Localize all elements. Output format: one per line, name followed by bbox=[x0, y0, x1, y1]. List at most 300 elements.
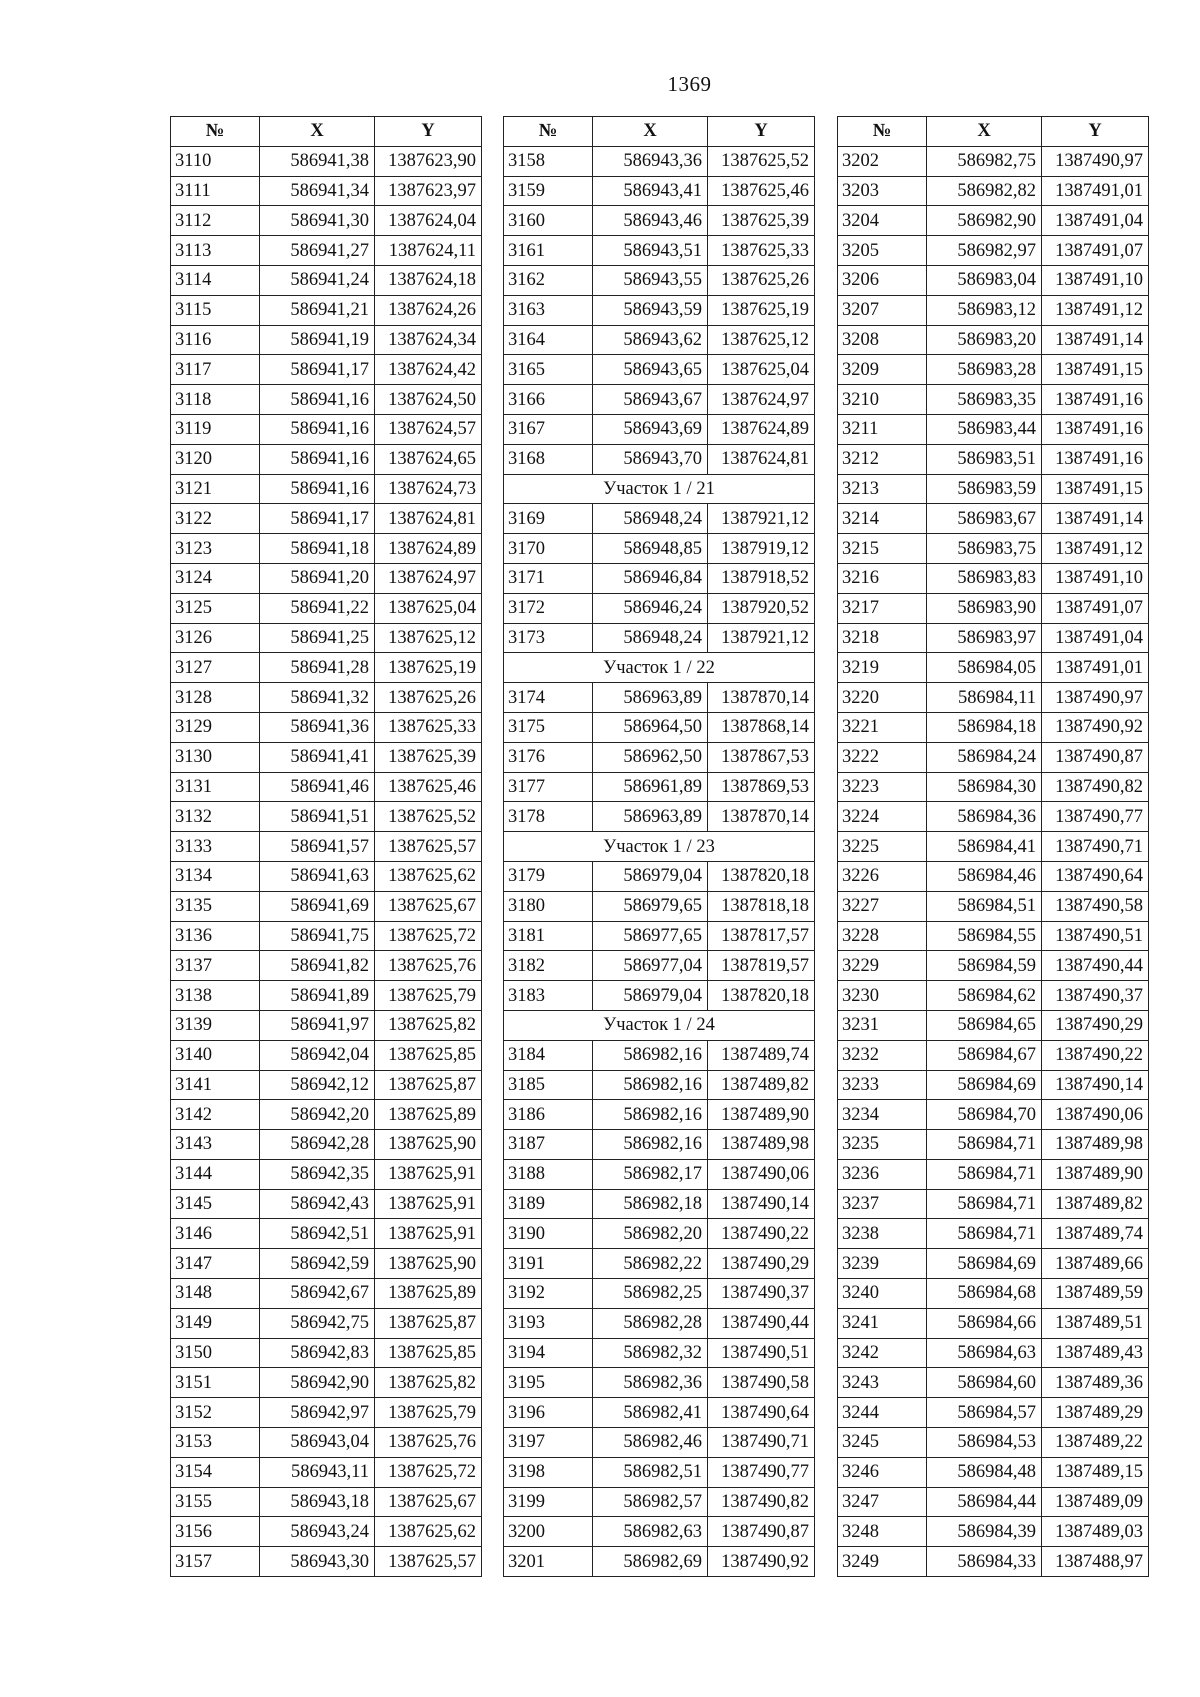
y-coordinate-cell: 1387489,36 bbox=[1042, 1368, 1149, 1398]
y-coordinate-cell: 1387490,06 bbox=[708, 1159, 815, 1189]
point-number-cell: 3154 bbox=[171, 1457, 260, 1487]
x-coordinate-cell: 586982,28 bbox=[593, 1308, 708, 1338]
y-coordinate-cell: 1387921,12 bbox=[708, 504, 815, 534]
x-coordinate-cell: 586942,59 bbox=[260, 1249, 375, 1279]
point-number-cell: 3240 bbox=[838, 1279, 927, 1309]
table-row bbox=[838, 772, 1149, 802]
table-row bbox=[504, 444, 815, 474]
x-coordinate-cell: 586984,57 bbox=[927, 1398, 1042, 1428]
point-number-cell: 3152 bbox=[171, 1398, 260, 1428]
point-number-cell: 3130 bbox=[171, 742, 260, 772]
point-number-cell: 3160 bbox=[504, 206, 593, 236]
table-row bbox=[171, 1279, 482, 1309]
y-coordinate-cell: 1387491,16 bbox=[1042, 444, 1149, 474]
x-coordinate-cell: 586943,67 bbox=[593, 385, 708, 415]
point-number-cell: 3241 bbox=[838, 1308, 927, 1338]
x-coordinate-cell: 586941,97 bbox=[260, 1010, 375, 1040]
point-number-cell: 3225 bbox=[838, 832, 927, 862]
x-coordinate-cell: 586984,33 bbox=[927, 1547, 1042, 1577]
x-coordinate-cell: 586982,16 bbox=[593, 1130, 708, 1160]
y-coordinate-cell: 1387625,91 bbox=[375, 1189, 482, 1219]
table-row bbox=[838, 1428, 1149, 1458]
table-row bbox=[504, 593, 815, 623]
x-coordinate-cell: 586943,51 bbox=[593, 236, 708, 266]
y-coordinate-cell: 1387625,04 bbox=[375, 593, 482, 623]
point-number-cell: 3220 bbox=[838, 683, 927, 713]
x-coordinate-cell: 586943,55 bbox=[593, 265, 708, 295]
point-number-cell: 3213 bbox=[838, 474, 927, 504]
table-row bbox=[504, 1338, 815, 1368]
point-number-cell: 3238 bbox=[838, 1219, 927, 1249]
x-coordinate-cell: 586941,22 bbox=[260, 593, 375, 623]
point-number-cell: 3203 bbox=[838, 176, 927, 206]
x-coordinate-cell: 586984,69 bbox=[927, 1249, 1042, 1279]
x-coordinate-cell: 586982,57 bbox=[593, 1487, 708, 1517]
table-row bbox=[504, 1249, 815, 1279]
y-coordinate-cell: 1387920,52 bbox=[708, 593, 815, 623]
point-number-cell: 3116 bbox=[171, 325, 260, 355]
table-row bbox=[838, 1249, 1149, 1279]
table-row bbox=[838, 206, 1149, 236]
y-coordinate-cell: 1387490,29 bbox=[708, 1249, 815, 1279]
table-row bbox=[171, 265, 482, 295]
point-number-cell: 3139 bbox=[171, 1010, 260, 1040]
y-coordinate-cell: 1387489,29 bbox=[1042, 1398, 1149, 1428]
point-number-cell: 3226 bbox=[838, 861, 927, 891]
x-coordinate-cell: 586983,59 bbox=[927, 474, 1042, 504]
column-header-x: X bbox=[260, 117, 375, 147]
y-coordinate-cell: 1387625,89 bbox=[375, 1100, 482, 1130]
y-coordinate-cell: 1387490,71 bbox=[1042, 832, 1149, 862]
point-number-cell: 3176 bbox=[504, 742, 593, 772]
y-coordinate-cell: 1387490,44 bbox=[1042, 951, 1149, 981]
x-coordinate-cell: 586984,55 bbox=[927, 921, 1042, 951]
point-number-cell: 3111 bbox=[171, 176, 260, 206]
coordinates-table-2 bbox=[503, 116, 815, 1577]
y-coordinate-cell: 1387623,97 bbox=[375, 176, 482, 206]
point-number-cell: 3239 bbox=[838, 1249, 927, 1279]
y-coordinate-cell: 1387624,97 bbox=[708, 385, 815, 415]
table-row bbox=[838, 444, 1149, 474]
x-coordinate-cell: 586984,18 bbox=[927, 712, 1042, 742]
y-coordinate-cell: 1387624,73 bbox=[375, 474, 482, 504]
point-number-cell: 3179 bbox=[504, 861, 593, 891]
x-coordinate-cell: 586943,11 bbox=[260, 1457, 375, 1487]
table-row bbox=[171, 534, 482, 564]
x-coordinate-cell: 586983,90 bbox=[927, 593, 1042, 623]
y-coordinate-cell: 1387625,62 bbox=[375, 1517, 482, 1547]
point-number-cell: 3112 bbox=[171, 206, 260, 236]
y-coordinate-cell: 1387488,97 bbox=[1042, 1547, 1149, 1577]
x-coordinate-cell: 586984,46 bbox=[927, 861, 1042, 891]
y-coordinate-cell: 1387625,82 bbox=[375, 1010, 482, 1040]
point-number-cell: 3236 bbox=[838, 1159, 927, 1189]
table-row bbox=[171, 414, 482, 444]
y-coordinate-cell: 1387489,90 bbox=[1042, 1159, 1149, 1189]
point-number-cell: 3181 bbox=[504, 921, 593, 951]
table-row bbox=[171, 385, 482, 415]
table-row bbox=[504, 1487, 815, 1517]
column-header-number: № bbox=[171, 117, 260, 147]
point-number-cell: 3211 bbox=[838, 414, 927, 444]
x-coordinate-cell: 586984,71 bbox=[927, 1130, 1042, 1160]
table-row bbox=[838, 1219, 1149, 1249]
table-row bbox=[171, 295, 482, 325]
table-row bbox=[838, 1457, 1149, 1487]
point-number-cell: 3164 bbox=[504, 325, 593, 355]
x-coordinate-cell: 586943,62 bbox=[593, 325, 708, 355]
y-coordinate-cell: 1387820,18 bbox=[708, 981, 815, 1011]
table-row bbox=[504, 385, 815, 415]
table-row bbox=[504, 1547, 815, 1577]
table-row bbox=[504, 772, 815, 802]
table-row bbox=[171, 176, 482, 206]
section-row bbox=[504, 1010, 815, 1040]
point-number-cell: 3149 bbox=[171, 1308, 260, 1338]
y-coordinate-cell: 1387624,42 bbox=[375, 355, 482, 385]
point-number-cell: 3248 bbox=[838, 1517, 927, 1547]
x-coordinate-cell: 586943,65 bbox=[593, 355, 708, 385]
y-coordinate-cell: 1387870,14 bbox=[708, 683, 815, 713]
x-coordinate-cell: 586984,68 bbox=[927, 1279, 1042, 1309]
point-number-cell: 3145 bbox=[171, 1189, 260, 1219]
point-number-cell: 3190 bbox=[504, 1219, 593, 1249]
y-coordinate-cell: 1387624,50 bbox=[375, 385, 482, 415]
table-row bbox=[171, 593, 482, 623]
table-row bbox=[171, 802, 482, 832]
x-coordinate-cell: 586942,83 bbox=[260, 1338, 375, 1368]
point-number-cell: 3128 bbox=[171, 683, 260, 713]
y-coordinate-cell: 1387867,53 bbox=[708, 742, 815, 772]
x-coordinate-cell: 586984,44 bbox=[927, 1487, 1042, 1517]
table-row bbox=[504, 1368, 815, 1398]
x-coordinate-cell: 586979,04 bbox=[593, 861, 708, 891]
x-coordinate-cell: 586941,46 bbox=[260, 772, 375, 802]
table-row bbox=[838, 802, 1149, 832]
x-coordinate-cell: 586941,27 bbox=[260, 236, 375, 266]
point-number-cell: 3171 bbox=[504, 563, 593, 593]
table-row bbox=[171, 981, 482, 1011]
x-coordinate-cell: 586941,41 bbox=[260, 742, 375, 772]
y-coordinate-cell: 1387490,77 bbox=[708, 1457, 815, 1487]
point-number-cell: 3194 bbox=[504, 1338, 593, 1368]
y-coordinate-cell: 1387625,26 bbox=[708, 265, 815, 295]
x-coordinate-cell: 586941,34 bbox=[260, 176, 375, 206]
table-row bbox=[171, 1040, 482, 1070]
y-coordinate-cell: 1387624,18 bbox=[375, 265, 482, 295]
point-number-cell: 3187 bbox=[504, 1130, 593, 1160]
point-number-cell: 3166 bbox=[504, 385, 593, 415]
point-number-cell: 3244 bbox=[838, 1398, 927, 1428]
x-coordinate-cell: 586983,12 bbox=[927, 295, 1042, 325]
y-coordinate-cell: 1387625,91 bbox=[375, 1159, 482, 1189]
x-coordinate-cell: 586984,63 bbox=[927, 1338, 1042, 1368]
y-coordinate-cell: 1387490,37 bbox=[1042, 981, 1149, 1011]
point-number-cell: 3135 bbox=[171, 891, 260, 921]
x-coordinate-cell: 586941,16 bbox=[260, 444, 375, 474]
y-coordinate-cell: 1387491,14 bbox=[1042, 504, 1149, 534]
table-row bbox=[171, 1368, 482, 1398]
point-number-cell: 3193 bbox=[504, 1308, 593, 1338]
point-number-cell: 3141 bbox=[171, 1070, 260, 1100]
x-coordinate-cell: 586984,70 bbox=[927, 1100, 1042, 1130]
table-row bbox=[504, 295, 815, 325]
section-title: Участок 1 / 23 bbox=[504, 832, 815, 862]
y-coordinate-cell: 1387625,46 bbox=[708, 176, 815, 206]
y-coordinate-cell: 1387625,52 bbox=[708, 146, 815, 176]
point-number-cell: 3177 bbox=[504, 772, 593, 802]
y-coordinate-cell: 1387491,01 bbox=[1042, 176, 1149, 206]
point-number-cell: 3182 bbox=[504, 951, 593, 981]
x-coordinate-cell: 586941,28 bbox=[260, 653, 375, 683]
point-number-cell: 3172 bbox=[504, 593, 593, 623]
point-number-cell: 3156 bbox=[171, 1517, 260, 1547]
table-row bbox=[171, 206, 482, 236]
point-number-cell: 3133 bbox=[171, 832, 260, 862]
table-row bbox=[838, 236, 1149, 266]
point-number-cell: 3122 bbox=[171, 504, 260, 534]
point-number-cell: 3178 bbox=[504, 802, 593, 832]
section-title: Участок 1 / 21 bbox=[504, 474, 815, 504]
table-row bbox=[171, 325, 482, 355]
y-coordinate-cell: 1387490,87 bbox=[1042, 742, 1149, 772]
table-row bbox=[171, 1219, 482, 1249]
point-number-cell: 3183 bbox=[504, 981, 593, 1011]
x-coordinate-cell: 586942,20 bbox=[260, 1100, 375, 1130]
table-row bbox=[504, 1159, 815, 1189]
table-row bbox=[838, 742, 1149, 772]
point-number-cell: 3127 bbox=[171, 653, 260, 683]
point-number-cell: 3245 bbox=[838, 1428, 927, 1458]
point-number-cell: 3223 bbox=[838, 772, 927, 802]
table-row bbox=[504, 742, 815, 772]
x-coordinate-cell: 586982,97 bbox=[927, 236, 1042, 266]
y-coordinate-cell: 1387490,82 bbox=[1042, 772, 1149, 802]
y-coordinate-cell: 1387625,76 bbox=[375, 951, 482, 981]
x-coordinate-cell: 586982,16 bbox=[593, 1070, 708, 1100]
table-row bbox=[171, 1070, 482, 1100]
point-number-cell: 3192 bbox=[504, 1279, 593, 1309]
y-coordinate-cell: 1387625,12 bbox=[375, 623, 482, 653]
y-coordinate-cell: 1387489,82 bbox=[708, 1070, 815, 1100]
y-coordinate-cell: 1387490,97 bbox=[1042, 146, 1149, 176]
point-number-cell: 3170 bbox=[504, 534, 593, 564]
x-coordinate-cell: 586942,90 bbox=[260, 1368, 375, 1398]
x-coordinate-cell: 586941,51 bbox=[260, 802, 375, 832]
table-row bbox=[504, 1517, 815, 1547]
x-coordinate-cell: 586948,24 bbox=[593, 623, 708, 653]
y-coordinate-cell: 1387490,87 bbox=[708, 1517, 815, 1547]
point-number-cell: 3222 bbox=[838, 742, 927, 772]
table-header-row bbox=[504, 117, 815, 147]
point-number-cell: 3217 bbox=[838, 593, 927, 623]
x-coordinate-cell: 586983,44 bbox=[927, 414, 1042, 444]
x-coordinate-cell: 586982,17 bbox=[593, 1159, 708, 1189]
table-row bbox=[504, 951, 815, 981]
x-coordinate-cell: 586982,63 bbox=[593, 1517, 708, 1547]
point-number-cell: 3232 bbox=[838, 1040, 927, 1070]
point-number-cell: 3126 bbox=[171, 623, 260, 653]
point-number-cell: 3230 bbox=[838, 981, 927, 1011]
x-coordinate-cell: 586941,24 bbox=[260, 265, 375, 295]
y-coordinate-cell: 1387490,22 bbox=[708, 1219, 815, 1249]
table-row bbox=[171, 832, 482, 862]
y-coordinate-cell: 1387489,66 bbox=[1042, 1249, 1149, 1279]
x-coordinate-cell: 586946,24 bbox=[593, 593, 708, 623]
y-coordinate-cell: 1387489,51 bbox=[1042, 1308, 1149, 1338]
table-row bbox=[171, 236, 482, 266]
table-row bbox=[171, 623, 482, 653]
table-row bbox=[838, 623, 1149, 653]
x-coordinate-cell: 586984,53 bbox=[927, 1428, 1042, 1458]
x-coordinate-cell: 586984,48 bbox=[927, 1457, 1042, 1487]
table-row bbox=[504, 1040, 815, 1070]
y-coordinate-cell: 1387490,14 bbox=[708, 1189, 815, 1219]
x-coordinate-cell: 586941,25 bbox=[260, 623, 375, 653]
table-row bbox=[838, 1368, 1149, 1398]
table-row bbox=[838, 1398, 1149, 1428]
table-row bbox=[838, 355, 1149, 385]
point-number-cell: 3151 bbox=[171, 1368, 260, 1398]
point-number-cell: 3210 bbox=[838, 385, 927, 415]
y-coordinate-cell: 1387625,12 bbox=[708, 325, 815, 355]
x-coordinate-cell: 586983,83 bbox=[927, 563, 1042, 593]
y-coordinate-cell: 1387491,01 bbox=[1042, 653, 1149, 683]
point-number-cell: 3231 bbox=[838, 1010, 927, 1040]
y-coordinate-cell: 1387490,97 bbox=[1042, 683, 1149, 713]
point-number-cell: 3157 bbox=[171, 1547, 260, 1577]
table-row bbox=[504, 921, 815, 951]
y-coordinate-cell: 1387624,89 bbox=[375, 534, 482, 564]
table-row bbox=[504, 1457, 815, 1487]
table-row bbox=[838, 861, 1149, 891]
y-coordinate-cell: 1387818,18 bbox=[708, 891, 815, 921]
x-coordinate-cell: 586942,75 bbox=[260, 1308, 375, 1338]
point-number-cell: 3115 bbox=[171, 295, 260, 325]
table-row bbox=[838, 1338, 1149, 1368]
point-number-cell: 3169 bbox=[504, 504, 593, 534]
point-number-cell: 3119 bbox=[171, 414, 260, 444]
y-coordinate-cell: 1387491,16 bbox=[1042, 414, 1149, 444]
x-coordinate-cell: 586984,71 bbox=[927, 1189, 1042, 1219]
table-row bbox=[504, 623, 815, 653]
table-row bbox=[838, 146, 1149, 176]
x-coordinate-cell: 586942,04 bbox=[260, 1040, 375, 1070]
y-coordinate-cell: 1387625,52 bbox=[375, 802, 482, 832]
y-coordinate-cell: 1387491,14 bbox=[1042, 325, 1149, 355]
table-row bbox=[504, 891, 815, 921]
point-number-cell: 3218 bbox=[838, 623, 927, 653]
x-coordinate-cell: 586942,51 bbox=[260, 1219, 375, 1249]
x-coordinate-cell: 586941,16 bbox=[260, 414, 375, 444]
y-coordinate-cell: 1387625,39 bbox=[375, 742, 482, 772]
table-row bbox=[504, 802, 815, 832]
point-number-cell: 3188 bbox=[504, 1159, 593, 1189]
table-row bbox=[171, 683, 482, 713]
y-coordinate-cell: 1387817,57 bbox=[708, 921, 815, 951]
y-coordinate-cell: 1387625,04 bbox=[708, 355, 815, 385]
table-row bbox=[171, 1517, 482, 1547]
y-coordinate-cell: 1387489,82 bbox=[1042, 1189, 1149, 1219]
y-coordinate-cell: 1387625,57 bbox=[375, 1547, 482, 1577]
x-coordinate-cell: 586982,20 bbox=[593, 1219, 708, 1249]
x-coordinate-cell: 586943,41 bbox=[593, 176, 708, 206]
y-coordinate-cell: 1387624,04 bbox=[375, 206, 482, 236]
x-coordinate-cell: 586943,46 bbox=[593, 206, 708, 236]
table-row bbox=[838, 1070, 1149, 1100]
x-coordinate-cell: 586946,84 bbox=[593, 563, 708, 593]
column-header-y: Y bbox=[1042, 117, 1149, 147]
y-coordinate-cell: 1387489,09 bbox=[1042, 1487, 1149, 1517]
point-number-cell: 3212 bbox=[838, 444, 927, 474]
table-row bbox=[838, 265, 1149, 295]
table-row bbox=[838, 891, 1149, 921]
x-coordinate-cell: 586982,22 bbox=[593, 1249, 708, 1279]
x-coordinate-cell: 586984,39 bbox=[927, 1517, 1042, 1547]
y-coordinate-cell: 1387625,67 bbox=[375, 891, 482, 921]
x-coordinate-cell: 586942,43 bbox=[260, 1189, 375, 1219]
section-title: Участок 1 / 24 bbox=[504, 1010, 815, 1040]
y-coordinate-cell: 1387489,03 bbox=[1042, 1517, 1149, 1547]
table-row bbox=[171, 1487, 482, 1517]
point-number-cell: 3131 bbox=[171, 772, 260, 802]
table-row bbox=[171, 742, 482, 772]
table-row bbox=[171, 1249, 482, 1279]
table-header-row bbox=[838, 117, 1149, 147]
y-coordinate-cell: 1387625,90 bbox=[375, 1249, 482, 1279]
table-row bbox=[504, 712, 815, 742]
x-coordinate-cell: 586941,89 bbox=[260, 981, 375, 1011]
table-header-row bbox=[171, 117, 482, 147]
x-coordinate-cell: 586984,51 bbox=[927, 891, 1042, 921]
y-coordinate-cell: 1387491,15 bbox=[1042, 355, 1149, 385]
point-number-cell: 3175 bbox=[504, 712, 593, 742]
table-row bbox=[171, 1457, 482, 1487]
y-coordinate-cell: 1387625,72 bbox=[375, 921, 482, 951]
y-coordinate-cell: 1387490,58 bbox=[708, 1368, 815, 1398]
y-coordinate-cell: 1387491,12 bbox=[1042, 295, 1149, 325]
x-coordinate-cell: 586943,36 bbox=[593, 146, 708, 176]
table-row bbox=[171, 1398, 482, 1428]
table-row bbox=[504, 265, 815, 295]
y-coordinate-cell: 1387489,43 bbox=[1042, 1338, 1149, 1368]
table-row bbox=[838, 414, 1149, 444]
point-number-cell: 3123 bbox=[171, 534, 260, 564]
x-coordinate-cell: 586984,67 bbox=[927, 1040, 1042, 1070]
y-coordinate-cell: 1387490,06 bbox=[1042, 1100, 1149, 1130]
x-coordinate-cell: 586984,41 bbox=[927, 832, 1042, 862]
table-row bbox=[504, 1070, 815, 1100]
point-number-cell: 3129 bbox=[171, 712, 260, 742]
point-number-cell: 3138 bbox=[171, 981, 260, 1011]
y-coordinate-cell: 1387490,71 bbox=[708, 1428, 815, 1458]
point-number-cell: 3224 bbox=[838, 802, 927, 832]
x-coordinate-cell: 586984,30 bbox=[927, 772, 1042, 802]
x-coordinate-cell: 586983,75 bbox=[927, 534, 1042, 564]
x-coordinate-cell: 586983,28 bbox=[927, 355, 1042, 385]
point-number-cell: 3243 bbox=[838, 1368, 927, 1398]
point-number-cell: 3249 bbox=[838, 1547, 927, 1577]
table-row bbox=[838, 593, 1149, 623]
x-coordinate-cell: 586977,04 bbox=[593, 951, 708, 981]
y-coordinate-cell: 1387624,26 bbox=[375, 295, 482, 325]
x-coordinate-cell: 586977,65 bbox=[593, 921, 708, 951]
y-coordinate-cell: 1387490,22 bbox=[1042, 1040, 1149, 1070]
table-row bbox=[504, 563, 815, 593]
y-coordinate-cell: 1387819,57 bbox=[708, 951, 815, 981]
point-number-cell: 3219 bbox=[838, 653, 927, 683]
table-row bbox=[171, 1308, 482, 1338]
